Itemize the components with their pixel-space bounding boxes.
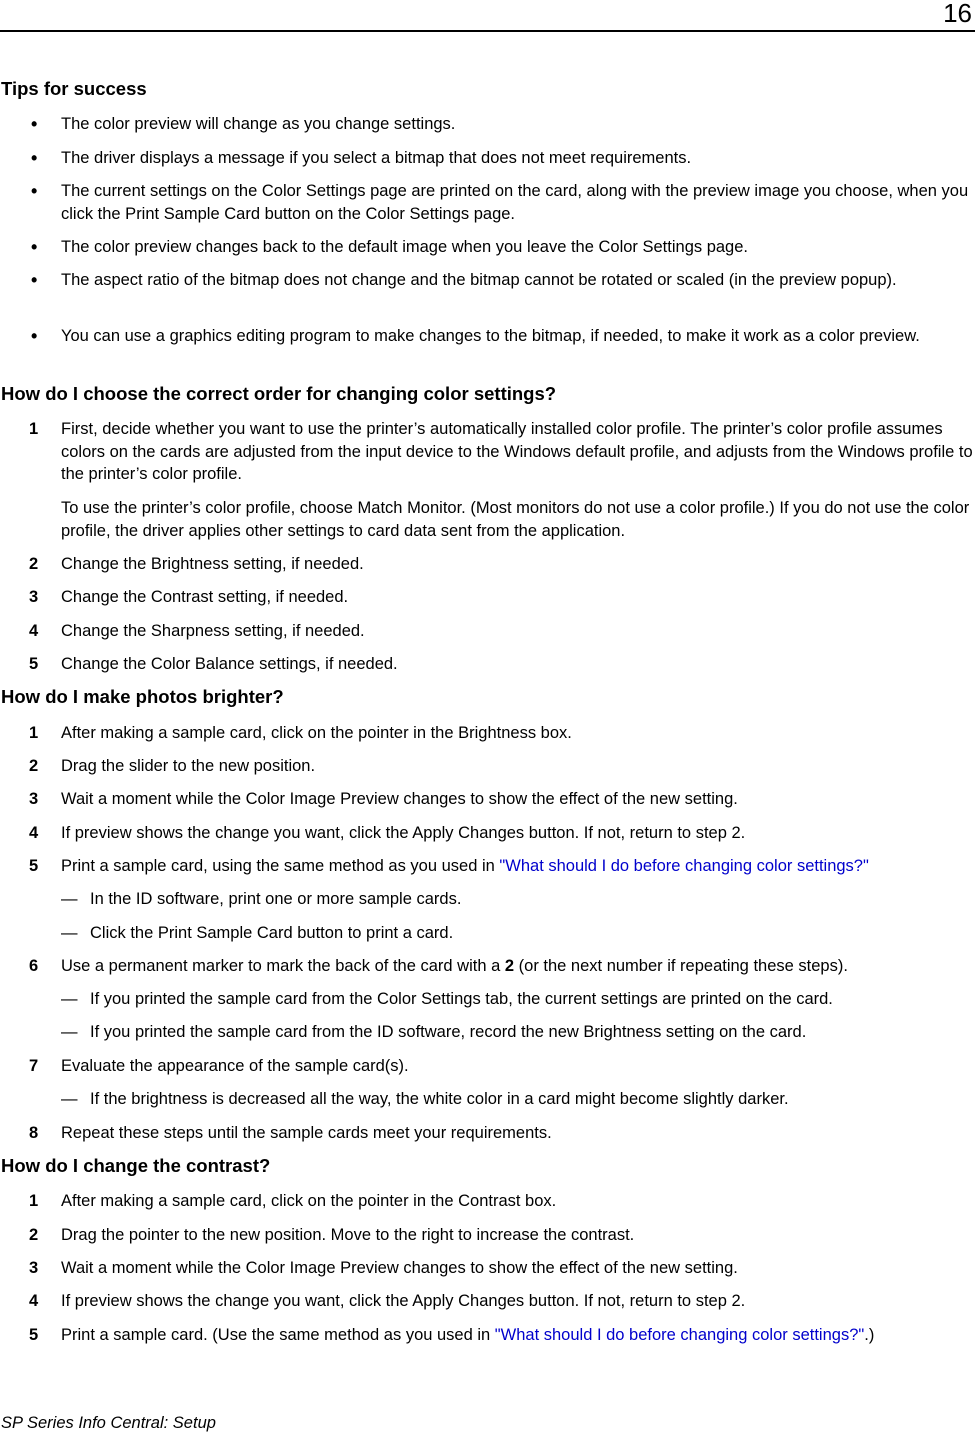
sub-item-text: In the ID software, print one or more sample cards.: [90, 890, 462, 908]
list-item-text: The aspect ratio of the bitmap does not change and the bitmap cannot be rotated or scaled (in the preview popup).: [61, 271, 897, 289]
bullet: •: [31, 237, 38, 257]
sub-item-text: If the brightness is decreased all the way, the white color in a card might become slightly darker.: [90, 1090, 789, 1108]
step-number: 2: [29, 555, 39, 573]
sub-item: [61, 988, 833, 1011]
step-number: 2: [29, 1226, 39, 1244]
step-text-part: Use a permanent marker to mark the back of the card with a: [61, 957, 505, 975]
order-heading: How do I choose the correct order for changing color settings?: [1, 383, 557, 404]
sub-item: [61, 922, 453, 945]
step-number: 3: [29, 588, 39, 606]
step-text: After making a sample card, click on the pointer in the Contrast box.: [61, 1192, 557, 1210]
contrast-heading: How do I change the contrast?: [1, 1155, 271, 1176]
step-number: 1: [29, 724, 39, 742]
step-text: First, decide whether you want to use the printer’s automatically installed color profile. The printer’s color profile assumes colors on the cards are adjusted from the input device to the Windows default profile, and adjusts from the Windows profile to the printer’s color profile.: [61, 420, 973, 483]
step-text-part: .): [864, 1326, 875, 1344]
step-text: Drag the slider to the new position.: [61, 757, 316, 775]
step-text-part: Print a sample card. (Use the same method as you used in: [61, 1326, 495, 1344]
step-text: Change the Brightness setting, if needed.: [61, 555, 364, 573]
page-number: 16: [943, 0, 972, 28]
step-number: 3: [29, 790, 39, 808]
header-rule: [0, 30, 975, 32]
step-number: 1: [29, 420, 39, 438]
bullet: •: [31, 270, 38, 290]
sub-item: [61, 888, 461, 911]
list-item-text: The driver displays a message if you select a bitmap that does not meet requirements.: [61, 149, 692, 167]
step-number: 4: [29, 824, 39, 842]
sub-item: [61, 1088, 789, 1111]
step-text: Repeat these steps until the sample cards meet your requirements.: [61, 1124, 552, 1142]
step-text: Evaluate the appearance of the sample card(s).: [61, 1057, 409, 1075]
step-number: 3: [29, 1259, 39, 1277]
tips-heading: Tips for success: [1, 78, 147, 99]
sub-item-text: If you printed the sample card from the Color Settings tab, the current settings are printed on the card.: [90, 990, 833, 1008]
bullet: •: [31, 148, 38, 168]
list-item-text: The color preview will change as you change settings.: [61, 115, 456, 133]
bullet: •: [31, 181, 38, 201]
sub-item-text: Click the Print Sample Card button to print a card.: [90, 924, 454, 942]
dash: —: [61, 990, 78, 1008]
step-text: [61, 955, 973, 978]
step-text-bold: 2: [504, 957, 515, 975]
step-text: If preview shows the change you want, click the Apply Changes button. If not, return to step 2.: [61, 824, 746, 842]
step-number: 4: [29, 1292, 39, 1310]
dash: —: [61, 1090, 78, 1108]
step-number: 1: [29, 1192, 39, 1210]
step-text: Drag the pointer to the new position. Move to the right to increase the contrast.: [61, 1226, 635, 1244]
brighter-heading: How do I make photos brighter?: [1, 686, 284, 707]
step-number: 8: [29, 1124, 39, 1142]
dash: —: [61, 1023, 78, 1041]
step-text: Change the Sharpness setting, if needed.: [61, 622, 365, 640]
step-number: 2: [29, 757, 39, 775]
sub-item: [61, 1021, 806, 1044]
cross-reference-link[interactable]: "What should I do before changing color settings?": [499, 857, 869, 875]
list-item-text: The color preview changes back to the default image when you leave the Color Settings page.: [61, 238, 748, 256]
list-item-text: You can use a graphics editing program to make changes to the bitmap, if needed, to make it work as a color preview.: [61, 327, 920, 345]
step-number: 5: [29, 655, 39, 673]
step-text: If preview shows the change you want, click the Apply Changes button. If not, return to step 2.: [61, 1292, 746, 1310]
step-number: 7: [29, 1057, 39, 1075]
list-item-text: The current settings on the Color Settings page are printed on the card, along with the preview image you choose, when you click the Print Sample Card button on the Color Settings page.: [61, 182, 969, 223]
step-text: Change the Contrast setting, if needed.: [61, 588, 349, 606]
step-text-part: Print a sample card, using the same method as you used in: [61, 857, 500, 875]
step-text-part: (or the next number if repeating these steps).: [514, 957, 848, 975]
cross-reference-link[interactable]: "What should I do before changing color settings?": [494, 1326, 865, 1344]
footer-title: SP Series Info Central: Setup: [1, 1414, 216, 1432]
step-text: [61, 855, 869, 878]
dash: —: [61, 890, 78, 908]
step-text: Wait a moment while the Color Image Preview changes to show the effect of the new setting.: [61, 1259, 738, 1277]
step-text: Change the Color Balance settings, if needed.: [61, 655, 398, 673]
step-text: [61, 1324, 874, 1347]
step-number: 5: [29, 1326, 39, 1344]
step-text: After making a sample card, click on the pointer in the Brightness box.: [61, 724, 572, 742]
bullet: •: [31, 114, 38, 134]
step-note: To use the printer’s color profile, choose Match Monitor. (Most monitors do not use a color profile.) If you do not use the color profile, the driver applies other settings to card data sent from the application.: [61, 499, 970, 540]
step-number: 5: [29, 857, 39, 875]
bullet: •: [31, 326, 38, 346]
step-number: 6: [29, 957, 39, 975]
step-number: 4: [29, 622, 39, 640]
dash: —: [61, 924, 78, 942]
step-text: Wait a moment while the Color Image Preview changes to show the effect of the new setting.: [61, 790, 738, 808]
sub-item-text: If you printed the sample card from the ID software, record the new Brightness setting on the card.: [90, 1023, 807, 1041]
